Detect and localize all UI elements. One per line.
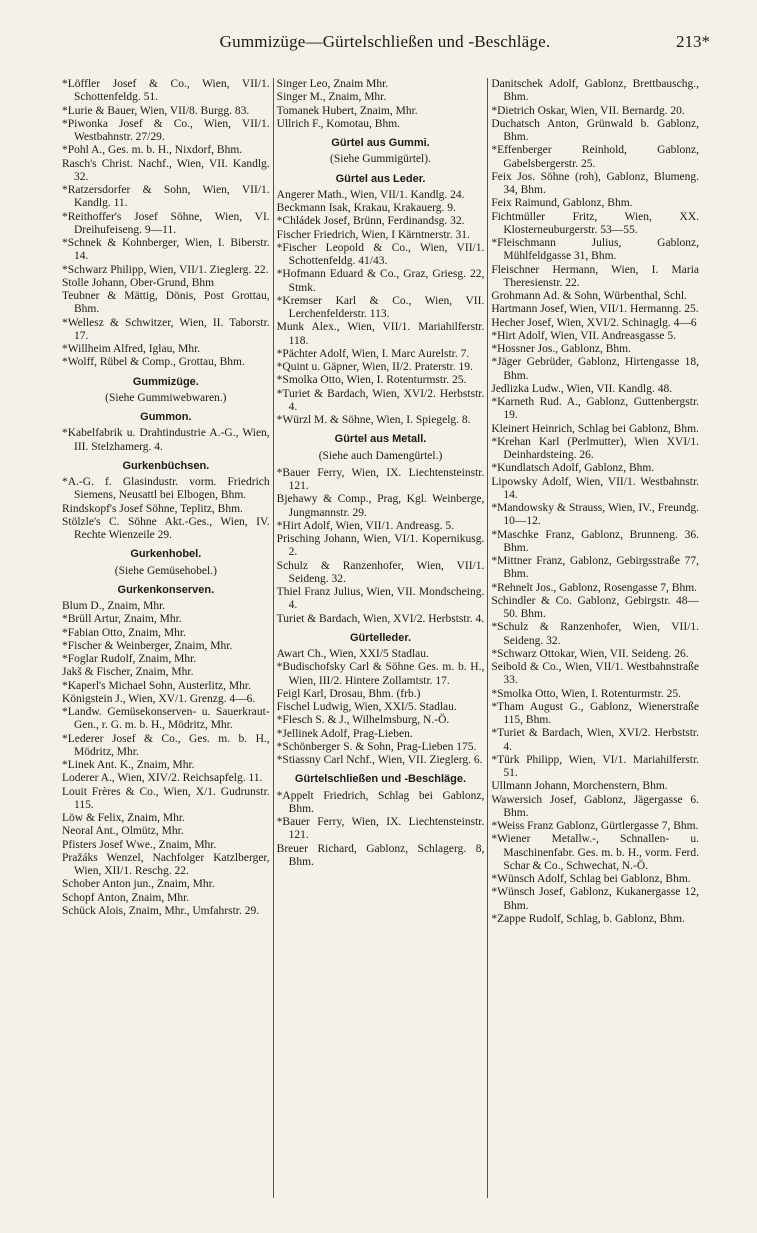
- directory-entry: *Pohl A., Ges. m. b. H., Nixdorf, Bhm.: [62, 144, 243, 157]
- directory-entry: *Lederer Josef & Co., Ges. m. b. H., Mödritz, Mhr.: [62, 732, 270, 758]
- directory-entry: *Landw. Gemüsekonserven- u. Sauerkraut-Gen., r. G. m. b. H., Mödritz, Mhr.: [62, 706, 270, 732]
- directory-entry: Feix Jos. Söhne (roh), Gablonz, Blumeng. 34, Bhm.: [491, 170, 700, 196]
- directory-entry: *Fischer Leopold & Co., Wien, VII/1. Schottenfeldg. 41/43.: [276, 241, 485, 267]
- directory-entry: Lipowsky Adolf, Wien, VII/1. Westbahnstr. 14.: [491, 475, 700, 501]
- running-title: Gummizüge—Gürtelschließen und -Beschläge.: [219, 32, 551, 51]
- directory-entry: Rindskopf's Josef Söhne, Teplitz, Bhm.: [62, 502, 243, 515]
- directory-entry: *Wellesz & Schwitzer, Wien, II. Taborstr. 17.: [62, 316, 270, 342]
- directory-entry: *Rehnelt Jos., Gablonz, Rosengasse 7, Bhm.: [491, 581, 698, 594]
- directory-entry: *Weiss Franz Gablonz, Gürtlergasse 7, Bhm.: [491, 820, 699, 832]
- directory-entry: Awart Ch., Wien, XXI/5 Stadlau.: [276, 648, 429, 660]
- directory-entry: *Smolka Otto, Wien, I. Rotenturmstr. 25.: [491, 687, 682, 700]
- directory-entry: *Kremser Karl & Co., Wien, VII. Lerchenfelderstr. 113.: [276, 294, 485, 320]
- cross-reference: (Siehe Gummiwebwaren.): [105, 391, 227, 404]
- directory-entry: *Quint u. Gäpner, Wien, II/2. Praterstr. 19.: [276, 361, 473, 373]
- directory-entry: Ullmann Johann, Morchenstern, Bhm.: [491, 780, 668, 793]
- directory-entry: *Wiener Metallw.-, Schnallen- u. Maschinenfabr. Ges. m. b. H., vorm. Ferd. Schar & Co., Schwechat, N.-Ö.: [491, 833, 700, 872]
- directory-entry: *Fabian Otto, Znaim, Mhr.: [62, 626, 186, 639]
- directory-entry: *Schönberger S. & Sohn, Prag-Lieben 175.: [276, 740, 477, 753]
- directory-entry: Schindler & Co. Gablonz, Gebirgstr. 48—50. Bhm.: [491, 594, 700, 620]
- directory-entry: *Hirt Adolf, Wien, VII. Andreasgasse 5.: [491, 329, 677, 342]
- section-heading: Gürtel aus Leder.: [335, 172, 426, 185]
- directory-entry: Schober Anton jun., Znaim, Mhr.: [62, 878, 215, 891]
- directory-entry: *Fischer & Weinberger, Znaim, Mhr.: [62, 639, 233, 652]
- directory-entry: Kleinert Heinrich, Schlag bei Gablonz, Bhm.: [491, 422, 699, 435]
- directory-entry: Jedlizka Ludw., Wien, VII. Kandlg. 48.: [491, 382, 673, 395]
- directory-entry: Schulz & Ranzenhofer, Wien, VII/1. Seideng. 32.: [276, 559, 485, 585]
- page-header: [60, 32, 710, 58]
- directory-entry: Wawersich Josef, Gablonz, Jägergasse 6. Bhm.: [491, 793, 700, 819]
- directory-entry: *Brüll Artur, Znaim, Mhr.: [62, 613, 182, 626]
- directory-entry: Blum D., Znaim, Mhr.: [62, 600, 166, 612]
- directory-entry: Fleischner Hermann, Wien, I. Maria Theresienstr. 22.: [491, 263, 700, 289]
- directory-entry: *Linek Ant. K., Znaim, Mhr.: [62, 759, 195, 771]
- directory-entry: Munk Alex., Wien, VII/1. Mariahilferstr. 118.: [276, 321, 485, 347]
- directory-entry: Breuer Richard, Gablonz, Schlagerg. 8, Bhm.: [276, 842, 485, 868]
- directory-entry: *Bauer Ferry, Wien, IX. Liechtensteinstr. 121.: [276, 816, 485, 842]
- directory-entry: *Türk Philipp, Wien, VI/1. Mariahilferstr. 51.: [491, 753, 700, 779]
- directory-entry: *Tham August G., Gablonz, Wienerstraße 115, Bhm.: [491, 700, 700, 726]
- directory-entry: *Löffler Josef & Co., Wien, VII/1. Schottenfeldg. 51.: [62, 78, 270, 104]
- directory-entry: Louit Frères & Co., Wien, X/1. Gudrunstr. 115.: [62, 785, 270, 811]
- directory-entry: *Willheim Alfred, Iglau, Mhr.: [62, 343, 201, 355]
- directory-entry: *Kabelfabrik u. Drahtindustrie A.-G., Wien, III. Stelzhamerg. 4.: [62, 427, 270, 453]
- directory-entry: *Krehan Karl (Perlmutter), Wien XVI/1. Deinhardsteing. 26.: [491, 435, 700, 461]
- directory-entry: Danitschek Adolf, Gablonz, Brettbauschg., Bhm.: [491, 78, 700, 104]
- directory-entry: *Wünsch Adolf, Schlag bei Gablonz, Bhm.: [491, 873, 691, 885]
- directory-entry: Schopf Anton, Znaim, Mhr.: [62, 891, 190, 904]
- directory-entry: Singer Leo, Znaim Mhr.: [276, 78, 389, 90]
- directory-entry: Grohmann Ad. & Sohn, Würbenthal, Schl.: [491, 290, 687, 302]
- directory-entry: *Kaperl's Michael Sohn, Austerlitz, Mhr.: [62, 679, 251, 692]
- directory-entry: Hartmann Josef, Wien, VII/1. Hermanng. 25.: [491, 303, 699, 316]
- directory-entry: Feigl Karl, Drosau, Bhm. (frb.): [276, 687, 421, 700]
- entry-columns: [62, 78, 702, 1198]
- directory-entry: *Foglar Rudolf, Znaim, Mhr.: [62, 653, 197, 665]
- directory-entry: Seibold & Co., Wien, VII/1. Westbahnstraße 33.: [491, 661, 700, 687]
- directory-entry: Löw & Felix, Znaim, Mhr.: [62, 812, 185, 824]
- section-heading: Gürtelleder.: [349, 631, 412, 644]
- directory-entry: *Schwarz Philipp, Wien, VII/1. Zieglerg. 22.: [62, 263, 269, 276]
- directory-entry: *Pächter Adolf, Wien, I. Marc Aurelstr. 7.: [276, 347, 470, 360]
- section-heading: Gürtel aus Metall.: [334, 433, 427, 446]
- directory-entry: Neoral Ant., Olmütz, Mhr.: [62, 825, 184, 838]
- section-heading: Gürtelschließen und -Beschläge.: [294, 773, 467, 786]
- directory-entry: *Jellinek Adolf, Prag-Lieben.: [276, 727, 413, 740]
- directory-entry: *Smolka Otto, Wien, I. Rotenturmstr. 25.: [276, 374, 467, 387]
- directory-entry: *Stiassny Carl Nchf., Wien, VII. Zieglerg. 6.: [276, 754, 483, 766]
- section-heading: Gurkenbüchsen.: [122, 459, 210, 472]
- directory-entry: *Piwonka Josef & Co., Wien, VII/1. Westbahnstr. 27/29.: [62, 117, 270, 143]
- directory-entry: *Schulz & Ranzenhofer, Wien, VII/1. Seideng. 32.: [491, 621, 700, 647]
- directory-entry: *Hirt Adolf, Wien, VII/1. Andreasg. 5.: [276, 519, 455, 532]
- section-heading: Gurkenkonserven.: [117, 583, 215, 596]
- directory-entry: Königstein J., Wien, XV/1. Grenzg. 4—6.: [62, 692, 256, 705]
- cross-reference: (Siehe Gummigürtel).: [330, 153, 431, 166]
- directory-entry: Pfisters Josef Wwe., Znaim, Mhr.: [62, 838, 217, 851]
- directory-entry: *Maschke Franz, Gablonz, Brunneng. 36. Bhm.: [491, 528, 700, 554]
- directory-entry: *Wolff, Rübel & Comp., Grottau, Bhm.: [62, 356, 245, 369]
- directory-entry: Stolle Johann, Ober-Grund, Bhm: [62, 276, 215, 289]
- directory-entry: *Effenberger Reinhold, Gablonz, Gabelsbergerstr. 25.: [491, 144, 700, 170]
- directory-entry: Feix Raimund, Gablonz, Bhm.: [491, 197, 633, 210]
- directory-entry: Jakš & Fischer, Znaim, Mhr.: [62, 666, 194, 679]
- cross-reference: (Siehe auch Damengürtel.): [318, 449, 443, 462]
- directory-entry: Singer M., Znaim, Mhr.: [276, 91, 387, 104]
- directory-entry: *Schwarz Ottokar, Wien, VII. Seideng. 26.: [491, 647, 689, 660]
- cross-reference: (Siehe Gemüsehobel.): [114, 564, 217, 577]
- section-heading: Gummon.: [140, 411, 192, 423]
- directory-entry: Fischel Ludwig, Wien, XXI/5. Stadlau.: [276, 701, 457, 713]
- directory-entry: *Hossner Jos., Gablonz, Bhm.: [491, 343, 631, 355]
- directory-entry: *Zappe Rudolf, Schlag, b. Gablonz, Bhm.: [491, 912, 685, 925]
- directory-entry: *Jäger Gebrüder, Gablonz, Hirtengasse 18, Bhm.: [491, 356, 700, 382]
- directory-entry: *Mittner Franz, Gablonz, Gebirgsstraße 77, Bhm.: [491, 555, 700, 581]
- directory-entry: Rasch's Christ. Nachf., Wien, VII. Kandlg. 32.: [62, 157, 270, 183]
- directory-entry: Fischer Friedrich, Wien, I Kärntnerstr. 31.: [276, 228, 470, 241]
- directory-entry: *Wünsch Josef, Gablonz, Kukanergasse 12, Bhm.: [491, 886, 700, 912]
- directory-entry: *Budischofsky Carl & Söhne Ges. m. b. H., Wien, III/2. Hintere Zollamtstr. 17.: [276, 661, 485, 687]
- section-heading: Gürtel aus Gummi.: [331, 137, 430, 149]
- directory-entry: Schück Alois, Znaim, Mhr., Umfahrstr. 29.: [62, 904, 260, 917]
- directory-entry: *A.-G. f. Glasindustr. vorm. Friedrich Siemens, Neusattl bei Elbogen, Bhm.: [62, 476, 270, 502]
- directory-entry: *Schnek & Kohnberger, Wien, I. Biberstr. 14.: [62, 237, 270, 263]
- directory-entry: *Hofmann Eduard & Co., Graz, Griesg. 22, Stmk.: [276, 268, 485, 294]
- directory-entry: *Turiet & Bardach, Wien, XVI/2. Herbststr. 4.: [276, 387, 485, 413]
- directory-entry: *Turiet & Bardach, Wien, XVI/2. Herbststr. 4.: [491, 727, 700, 753]
- directory-entry: Loderer A., Wien, XIV/2. Reichsapfelg. 11.: [62, 772, 263, 785]
- directory-entry: *Flesch S. & J., Wilhelmsburg, N.-Ö.: [276, 714, 450, 727]
- directory-entry: Stölzle's C. Söhne Akt.-Ges., Wien, IV. Rechte Wienzeile 29.: [62, 515, 270, 541]
- column-3: [487, 78, 702, 1198]
- directory-entry: *Würzl M. & Söhne, Wien, I. Spiegelg. 8.: [276, 414, 471, 426]
- directory-entry: Hecher Josef, Wien, XVI/2. Schinaglg. 4—6: [491, 316, 697, 329]
- column-2: [273, 78, 488, 1198]
- column-1: [62, 78, 273, 1198]
- directory-entry: *Ratzersdorfer & Sohn, Wien, VII/1. Kandlg. 11.: [62, 184, 270, 210]
- section-heading: Gurkenhobel.: [130, 548, 202, 561]
- page-number: 213*: [676, 32, 710, 51]
- directory-entry: Prisching Johann, Wien, VI/1. Kopernikusg. 2.: [276, 533, 485, 559]
- directory-entry: Angerer Math., Wien, VII/1. Kandlg. 24.: [276, 188, 465, 201]
- directory-entry: Tomanek Hubert, Znaim, Mhr.: [276, 104, 418, 117]
- directory-entry: Beckmann Isak, Krakau, Krakauerg. 9.: [276, 202, 456, 214]
- directory-entry: Ullrich F., Komotau, Bhm.: [276, 117, 401, 130]
- directory-entry: Thiel Franz Julius, Wien, VII. Mondscheing. 4.: [276, 586, 485, 612]
- directory-entry: Teubner & Mättig, Dönis, Post Grottau, Bhm.: [62, 290, 270, 316]
- directory-entry: *Appelt Friedrich, Schlag bei Gablonz, Bhm.: [276, 789, 485, 815]
- directory-entry: *Mandowsky & Strauss, Wien, IV., Freundg. 10—12.: [491, 502, 700, 528]
- directory-entry: *Karneth Rud. A., Gablonz, Guttenbergstr. 19.: [491, 396, 700, 422]
- directory-entry: *Bauer Ferry, Wien, IX. Liechtensteinstr. 121.: [276, 466, 485, 492]
- directory-entry: *Reithoffer's Josef Söhne, Wien, VI. Dreihufeiseng. 9—11.: [62, 210, 270, 236]
- directory-entry: *Fleischmann Julius, Gablonz, Mühlfeldgasse 31, Bhm.: [491, 237, 700, 263]
- directory-entry: Bjehawy & Comp., Prag, Kgl. Weinberge, Jungmannstr. 29.: [276, 493, 485, 519]
- directory-entry: Pražáks Wenzel, Nachfolger Katzlberger, Wien, XII/1. Reschg. 22.: [62, 851, 270, 877]
- directory-entry: Duchatsch Anton, Grünwald b. Gablonz, Bhm.: [491, 117, 700, 143]
- section-heading: Gummizüge.: [132, 375, 199, 388]
- directory-entry: Fichtmüller Fritz, Wien, XX. Klosterneuburgerstr. 53—55.: [491, 210, 700, 236]
- directory-entry: *Lurie & Bauer, Wien, VII/8. Burgg. 83.: [62, 104, 250, 117]
- directory-entry: *Kundlatsch Adolf, Gablonz, Bhm.: [491, 462, 655, 475]
- directory-entry: *Dietrich Oskar, Wien, VII. Bernardg. 20.: [491, 104, 685, 117]
- directory-entry: *Chládek Josef, Brünn, Ferdinandsg. 32.: [276, 215, 465, 228]
- directory-entry: Turiet & Bardach, Wien, XVI/2. Herbststr. 4.: [276, 612, 485, 625]
